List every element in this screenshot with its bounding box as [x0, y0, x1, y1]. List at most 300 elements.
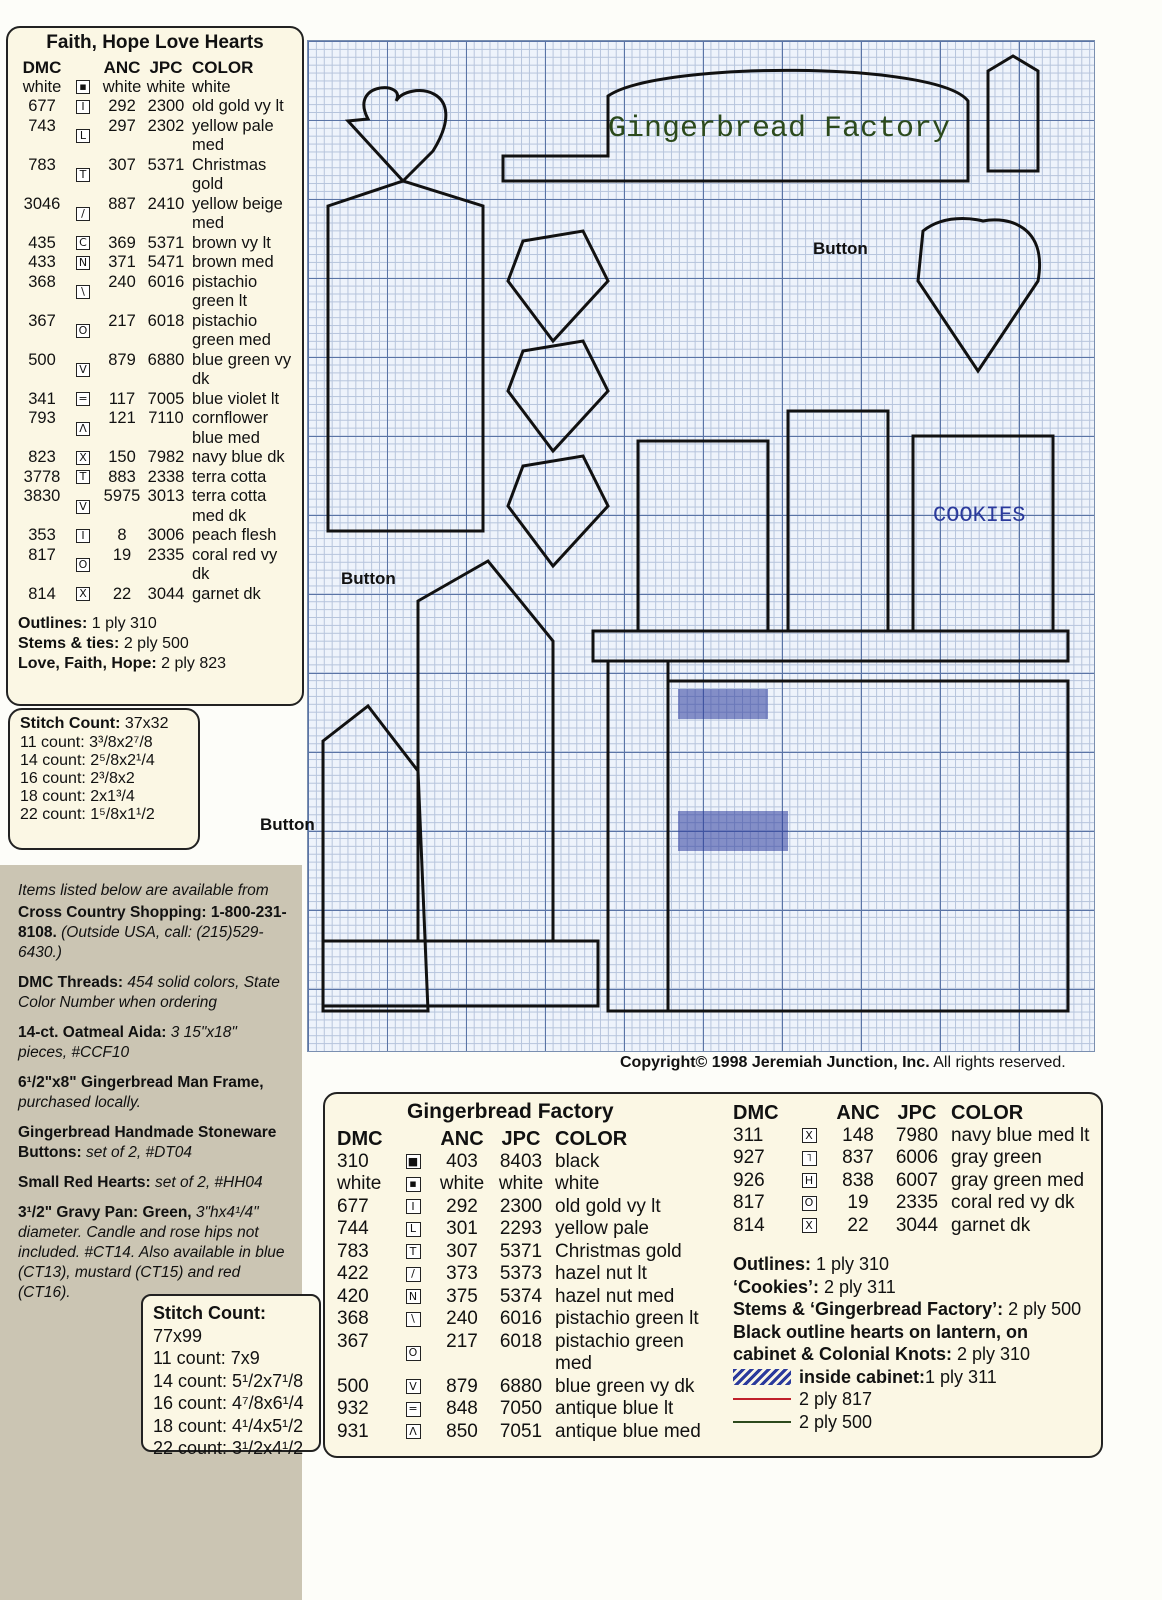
- gb-key-rows-right: [733, 1125, 1093, 1238]
- dmc-value: 311: [733, 1124, 764, 1146]
- dmc-value: 814: [733, 1214, 765, 1236]
- table-row: [733, 1125, 1093, 1148]
- dmc-value: 3778: [23, 467, 61, 486]
- symbol-cell: [66, 78, 100, 98]
- stitch-count-line: 22 count: 3¹/2x4¹/2: [153, 1438, 304, 1458]
- color-name: garnet dk: [951, 1214, 1031, 1236]
- symbol-icon: X: [802, 1218, 817, 1233]
- dmc-value: 420: [337, 1285, 369, 1307]
- cookies-text: COOKIES: [933, 503, 1026, 528]
- anc-value: 887: [108, 194, 136, 213]
- cookie-jar-motif: [913, 436, 1053, 631]
- color-name: peach flesh: [192, 526, 277, 544]
- symbol-icon: O: [76, 558, 90, 572]
- note-value: 2 ply 311: [819, 1276, 896, 1297]
- jpc-value: 7980: [895, 1124, 939, 1146]
- shopping-item-desc: 454 solid colors, State Color Number when ordering: [18, 974, 280, 1011]
- symbol-cell: [66, 117, 100, 156]
- jpc-value: 2300: [499, 1195, 543, 1217]
- chart-motifs: [308, 41, 1096, 1053]
- symbol-icon: I: [76, 529, 90, 543]
- symbol-cell: [66, 156, 100, 195]
- table-row: [18, 253, 292, 273]
- color-name: Christmas gold: [192, 155, 267, 193]
- table-row: [337, 1196, 717, 1219]
- jpc-value: 7051: [499, 1420, 543, 1442]
- shopping-intro: Items listed below are available from: [18, 882, 269, 899]
- table-row: [18, 585, 292, 605]
- cabinet-side-motif: [608, 661, 668, 1011]
- symbol-icon: V: [406, 1379, 421, 1394]
- line-swatch: [733, 1398, 791, 1400]
- symbol-cell: [395, 1196, 431, 1219]
- table-row: [733, 1170, 1093, 1193]
- shopping-item: [18, 973, 288, 1013]
- note-value: 2 ply 500: [1003, 1299, 1082, 1319]
- color-name: black: [555, 1150, 600, 1172]
- anc-value: 373: [446, 1263, 478, 1284]
- gb-stitch-count-box: [141, 1294, 321, 1458]
- anc-value: 369: [108, 233, 136, 252]
- tree-motif: [323, 706, 428, 1011]
- symbol-icon: =: [406, 1402, 421, 1417]
- anc-value: 837: [842, 1147, 874, 1168]
- table-row: [18, 78, 292, 98]
- dmc-value: white: [337, 1173, 382, 1194]
- note-label: Stems & ties:: [18, 635, 120, 652]
- color-name: pistachio green lt: [192, 272, 258, 310]
- faith-key-title: Faith, Hope Love Hearts: [46, 32, 264, 53]
- symbol-cell: [66, 526, 100, 546]
- stitch-count-line: 14 count: 5¹/2x7¹/8: [153, 1370, 304, 1391]
- anc-value: 292: [108, 97, 136, 115]
- cabinet-hatching-bottom: [678, 811, 788, 851]
- shopping-item-desc: 3 15"x18" pieces, #CCF10: [18, 1024, 237, 1061]
- symbol-cell: [66, 585, 100, 605]
- dmc-value: 932: [337, 1398, 369, 1419]
- table-row: [18, 546, 292, 585]
- gb-header-color-right: COLOR: [951, 1102, 1024, 1124]
- symbol-icon: Λ: [406, 1424, 421, 1439]
- gb-key-legend: [733, 1366, 1093, 1434]
- dmc-value: 3830: [23, 487, 61, 505]
- note-label: ‘Cookies’:: [733, 1276, 820, 1297]
- note-line: [733, 1276, 1093, 1299]
- symbol-icon: I: [406, 1199, 421, 1214]
- color-name: hazel nut lt: [555, 1263, 647, 1284]
- dmc-value: 368: [337, 1308, 369, 1329]
- table-row: [337, 1376, 717, 1399]
- color-name: navy blue med lt: [951, 1124, 1090, 1146]
- table-row: [337, 1421, 717, 1444]
- shopping-item: [18, 1173, 288, 1193]
- table-row: [18, 273, 292, 312]
- color-name: gray green: [951, 1147, 1042, 1168]
- anc-value: 879: [108, 350, 136, 369]
- dmc-value: 783: [28, 155, 56, 174]
- dmc-value: 310: [337, 1150, 369, 1172]
- note-line: [18, 614, 292, 634]
- jpc-value: 7982: [147, 448, 185, 466]
- symbol-cell: [395, 1398, 431, 1421]
- jpc-value: 2338: [147, 467, 185, 486]
- table-row: [18, 195, 292, 234]
- stitch-count-line: 18 count: 4¹/4x5¹/2: [153, 1415, 304, 1436]
- jpc-value: 3006: [147, 526, 185, 544]
- table-row: [337, 1331, 717, 1376]
- color-name: coral red vy dk: [951, 1192, 1075, 1213]
- gb-stitch-count: Stitch Count: 77x99: [153, 1303, 266, 1346]
- symbol-icon: T: [76, 470, 90, 484]
- button-label-bottom: Button: [260, 815, 315, 834]
- dmc-value: 793: [28, 409, 56, 427]
- shelf-motif: [593, 631, 1068, 661]
- color-name: yellow pale: [555, 1218, 649, 1239]
- table-row: [18, 468, 292, 488]
- jpc-value: 2335: [147, 545, 185, 564]
- dmc-value: 783: [337, 1240, 369, 1262]
- anc-value: 403: [446, 1150, 478, 1172]
- symbol-cell: [66, 468, 100, 488]
- symbol-icon: ▪: [406, 1177, 421, 1192]
- anc-value: 19: [112, 545, 132, 564]
- jpc-value: 2302: [147, 116, 185, 135]
- color-name: old gold vy lt: [192, 97, 284, 115]
- jpc-value: 2293: [499, 1218, 543, 1239]
- table-row: [18, 234, 292, 254]
- anc-value: 301: [446, 1218, 478, 1239]
- shopping-item: [18, 1203, 288, 1303]
- anc-value: 371: [108, 253, 136, 271]
- anc-value: 375: [446, 1285, 478, 1307]
- color-name: yellow pale med: [192, 116, 274, 154]
- anc-value: white: [439, 1173, 485, 1194]
- gb-key-title: Gingerbread Factory: [407, 1100, 614, 1123]
- legend-line: [733, 1388, 1093, 1411]
- dmc-value: 677: [28, 97, 56, 115]
- table-row: [18, 487, 292, 526]
- anc-value: 240: [108, 272, 136, 291]
- anc-value: 22: [847, 1214, 869, 1236]
- stitch-count-line: 11 count: 3³/8x2⁷/8: [20, 733, 153, 751]
- gb-key-header-right: [733, 1102, 1093, 1125]
- symbol-cell: [395, 1286, 431, 1309]
- header-color: COLOR: [192, 58, 254, 77]
- symbol-cell: [66, 97, 100, 117]
- symbol-cell: [66, 195, 100, 234]
- jpc-value: white: [146, 77, 186, 96]
- table-row: [18, 117, 292, 156]
- header-jpc: JPC: [149, 58, 183, 77]
- color-name: garnet dk: [192, 584, 261, 603]
- table-row: [18, 156, 292, 195]
- note-label: Outlines:: [733, 1254, 812, 1274]
- symbol-cell: [791, 1170, 827, 1193]
- gb-stitch-counts: [153, 1347, 309, 1460]
- color-name: coral red vy dk: [192, 545, 278, 583]
- note-value: 1 ply 310: [811, 1254, 890, 1274]
- symbol-cell: [66, 390, 100, 410]
- symbol-icon: O: [406, 1346, 421, 1361]
- anc-value: 292: [446, 1195, 478, 1217]
- legend-line: [733, 1411, 1093, 1434]
- table-row: [18, 312, 292, 351]
- symbol-cell: [395, 1173, 431, 1196]
- shopping-item-desc: set of 2, #DT04: [81, 1144, 192, 1161]
- color-name: cornflower blue med: [192, 409, 269, 447]
- table-row: [18, 97, 292, 117]
- jar-motif-1: [638, 441, 768, 631]
- shopping-item-name: 3¹/2" Gravy Pan: Green,: [18, 1204, 192, 1221]
- anc-value: 8: [117, 526, 127, 544]
- shopping-item-name: 14-ct. Oatmeal Aida:: [18, 1024, 167, 1041]
- lantern-motif: [328, 181, 483, 531]
- gb-key-rows-left: [337, 1151, 717, 1444]
- symbol-icon: L: [406, 1222, 421, 1237]
- gb-key-header: [337, 1128, 717, 1151]
- symbol-cell: [66, 234, 100, 254]
- note-value: 2 ply 310: [952, 1344, 1031, 1364]
- table-row: [337, 1151, 717, 1174]
- hanging-heart-motif: [918, 219, 1040, 372]
- jpc-value: 6018: [499, 1330, 543, 1352]
- dmc-value: 931: [337, 1420, 369, 1442]
- symbol-icon: T: [406, 1244, 421, 1259]
- symbol-cell: [395, 1218, 431, 1241]
- note-line: [733, 1298, 1093, 1321]
- symbol-cell: [66, 546, 100, 585]
- legend-value: 2 ply 500: [799, 1411, 873, 1432]
- symbol-cell: [66, 409, 100, 448]
- jpc-value: 7005: [147, 389, 185, 408]
- note-value: 2 ply 823: [156, 655, 227, 672]
- note-line: [733, 1253, 1093, 1276]
- faith-key-header: [18, 58, 292, 78]
- jpc-value: 8403: [499, 1150, 543, 1172]
- color-name: hazel nut med: [555, 1285, 675, 1307]
- dmc-value: 743: [28, 116, 56, 135]
- faith-key-box: [6, 26, 304, 706]
- jpc-value: 2335: [895, 1192, 939, 1213]
- anc-value: 22: [112, 584, 132, 603]
- dmc-value: 341: [28, 389, 56, 408]
- color-name: gray green med: [951, 1169, 1085, 1191]
- color-name: pistachio green med: [555, 1330, 684, 1374]
- symbol-cell: [791, 1147, 827, 1170]
- jpc-value: 7110: [148, 409, 184, 427]
- anc-value: 297: [108, 116, 136, 135]
- anc-value: 848: [446, 1398, 478, 1419]
- symbol-icon: X: [802, 1128, 817, 1143]
- sign-text: Gingerbread Factory: [608, 112, 951, 146]
- symbol-icon: V: [76, 363, 90, 377]
- symbol-cell: [395, 1331, 431, 1376]
- gb-key-notes: [733, 1253, 1093, 1366]
- gb-header-anc-right: ANC: [836, 1102, 880, 1124]
- line-swatch: [733, 1421, 791, 1423]
- table-row: [18, 390, 292, 410]
- shopping-item-name: Small Red Hearts:: [18, 1174, 151, 1191]
- color-name: terra cotta med dk: [192, 487, 267, 525]
- stitch-count-line: 14 count: 2⁵/8x2¹/4: [20, 751, 155, 769]
- dmc-value: 433: [28, 253, 56, 271]
- note-label: Stems & ‘Gingerbread Factory’:: [733, 1299, 1004, 1319]
- note-label: Love, Faith, Hope:: [18, 655, 157, 672]
- stitch-count-line: 16 count: 2³/8x2: [20, 769, 135, 787]
- shopping-item: [18, 1123, 288, 1163]
- jpc-value: 6880: [499, 1375, 543, 1397]
- color-name: Christmas gold: [555, 1240, 682, 1262]
- header-anc: ANC: [103, 58, 141, 77]
- anc-value: 879: [446, 1375, 478, 1397]
- color-name: brown med: [192, 253, 274, 271]
- color-name: blue violet lt: [192, 389, 280, 408]
- house-motif: [418, 561, 553, 941]
- dmc-value: 823: [28, 448, 56, 466]
- table-row: [337, 1398, 717, 1421]
- symbol-cell: [66, 253, 100, 273]
- anc-value: 5975: [103, 487, 141, 505]
- jpc-value: 2410: [147, 194, 185, 213]
- anc-value: 838: [842, 1169, 874, 1191]
- jpc-value: 5371: [499, 1240, 543, 1262]
- jpc-value: 7050: [499, 1398, 543, 1419]
- dmc-value: 367: [337, 1330, 369, 1352]
- dmc-value: white: [22, 77, 62, 96]
- anc-value: 148: [842, 1124, 874, 1146]
- gb-header-color: COLOR: [555, 1128, 628, 1150]
- stitch-count-line: 18 count: 2x1³/4: [20, 787, 135, 805]
- symbol-cell: [791, 1215, 827, 1238]
- symbol-cell: [395, 1151, 431, 1174]
- jpc-value: 6006: [895, 1147, 939, 1168]
- jpc-value: 5471: [147, 253, 185, 271]
- shopping-item-desc: 3"hx4¹/4" diameter. Candle and rose hips not included. #CT14. Also available in blue (CT13), mustard (CT15) and red (CT16).: [18, 1204, 285, 1301]
- symbol-cell: [395, 1263, 431, 1286]
- shopping-item: [18, 1023, 288, 1063]
- note-value: 1 ply 310: [87, 615, 157, 632]
- symbol-cell: [791, 1192, 827, 1215]
- color-name: old gold vy lt: [555, 1195, 661, 1217]
- gb-header-dmc: DMC: [337, 1128, 383, 1150]
- color-name: white: [555, 1173, 600, 1194]
- faith-key-notes: [18, 614, 292, 674]
- copyright-line: Copyright© 1998 Jeremiah Junction, Inc. All rights reserved.: [620, 1054, 1066, 1071]
- color-name: yellow beige med: [192, 194, 283, 232]
- anc-value: 217: [108, 311, 136, 330]
- gingerbread-key-box: [323, 1092, 1103, 1458]
- color-name: white: [192, 77, 231, 96]
- symbol-cell: [395, 1241, 431, 1264]
- symbol-icon: /: [76, 207, 90, 221]
- symbol-icon: H: [802, 1173, 817, 1188]
- jpc-value: 6018: [147, 311, 185, 330]
- symbol-cell: [66, 487, 100, 526]
- jpc-value: white: [498, 1173, 544, 1194]
- jpc-value: 5374: [499, 1285, 543, 1307]
- shopping-item-name: DMC Threads:: [18, 974, 124, 991]
- color-name: antique blue med: [555, 1420, 701, 1442]
- symbol-icon: \: [76, 285, 90, 299]
- anc-value: 117: [108, 389, 136, 408]
- stitch-count-line: 11 count: 7x9: [153, 1348, 260, 1368]
- symbol-cell: [395, 1308, 431, 1331]
- shopping-items: [18, 973, 288, 1303]
- anc-value: 240: [446, 1308, 478, 1329]
- symbol-icon: L: [76, 129, 90, 143]
- anc-value: 217: [446, 1330, 478, 1352]
- table-row: [18, 351, 292, 390]
- symbol-icon: \: [406, 1312, 421, 1327]
- table-row: [337, 1173, 717, 1196]
- dmc-value: 367: [28, 311, 56, 330]
- stitch-count-line: 22 count: 1⁵/8x1¹/2: [20, 805, 155, 823]
- symbol-icon: ▪: [76, 80, 90, 94]
- table-row: [18, 448, 292, 468]
- jpc-value: 3044: [147, 584, 185, 603]
- note-line: [18, 634, 292, 654]
- symbol-cell: [395, 1421, 431, 1444]
- note-line: [733, 1321, 1093, 1366]
- dmc-value: 927: [733, 1147, 765, 1168]
- legend-value: 1 ply 311: [925, 1366, 997, 1387]
- jpc-value: 6016: [499, 1308, 543, 1329]
- shopping-source: Cross Country Shopping: 1-800-231-8108. (Outside USA, call: (215)529-6430.): [18, 904, 287, 961]
- shopping-item-name: Gingerbread Handmade Stoneware Buttons:: [18, 1124, 277, 1161]
- gb-header-anc: ANC: [440, 1128, 484, 1150]
- faith-stitch-counts: [20, 734, 188, 824]
- gb-header-jpc-right: JPC: [897, 1102, 937, 1124]
- dmc-value: 926: [733, 1169, 765, 1191]
- dmc-value: 368: [28, 272, 56, 291]
- color-name: pistachio green med: [192, 311, 271, 349]
- symbol-icon: =: [76, 392, 90, 406]
- faith-stitch-count: Stitch Count: 37x32: [20, 715, 169, 732]
- color-name: antique blue lt: [555, 1398, 674, 1419]
- gb-header-jpc: JPC: [501, 1128, 541, 1150]
- shopping-item: [18, 1073, 288, 1113]
- anc-value: 307: [108, 155, 136, 174]
- dmc-value: 435: [28, 233, 56, 252]
- color-name: blue green vy dk: [192, 350, 292, 388]
- symbol-icon: ■: [406, 1154, 421, 1169]
- symbol-cell: [66, 312, 100, 351]
- note-label: Outlines:: [18, 615, 88, 632]
- birdhouse-motif: [988, 56, 1038, 171]
- house-base-motif: [323, 941, 598, 1006]
- table-row: [337, 1241, 717, 1264]
- faith-stitch-count-box: [8, 708, 200, 850]
- table-row: [18, 526, 292, 546]
- jpc-value: 2300: [147, 97, 185, 115]
- jpc-value: 3013: [147, 487, 185, 505]
- color-name: blue green vy dk: [555, 1375, 695, 1397]
- symbol-icon: N: [406, 1289, 421, 1304]
- jpc-value: 5371: [147, 233, 185, 252]
- symbol-cell: [66, 448, 100, 468]
- dmc-value: 353: [28, 526, 56, 544]
- symbol-icon: X: [76, 587, 90, 601]
- jar-motif-2: [788, 411, 888, 631]
- dmc-value: 744: [337, 1218, 369, 1239]
- symbol-cell: [395, 1376, 431, 1399]
- dmc-value: 3046: [23, 194, 61, 213]
- symbol-cell: [66, 273, 100, 312]
- color-name: terra cotta: [192, 467, 267, 486]
- dmc-value: 677: [337, 1195, 369, 1217]
- shopping-item-desc: purchased locally.: [18, 1094, 141, 1111]
- shopping-panel: [0, 865, 302, 1600]
